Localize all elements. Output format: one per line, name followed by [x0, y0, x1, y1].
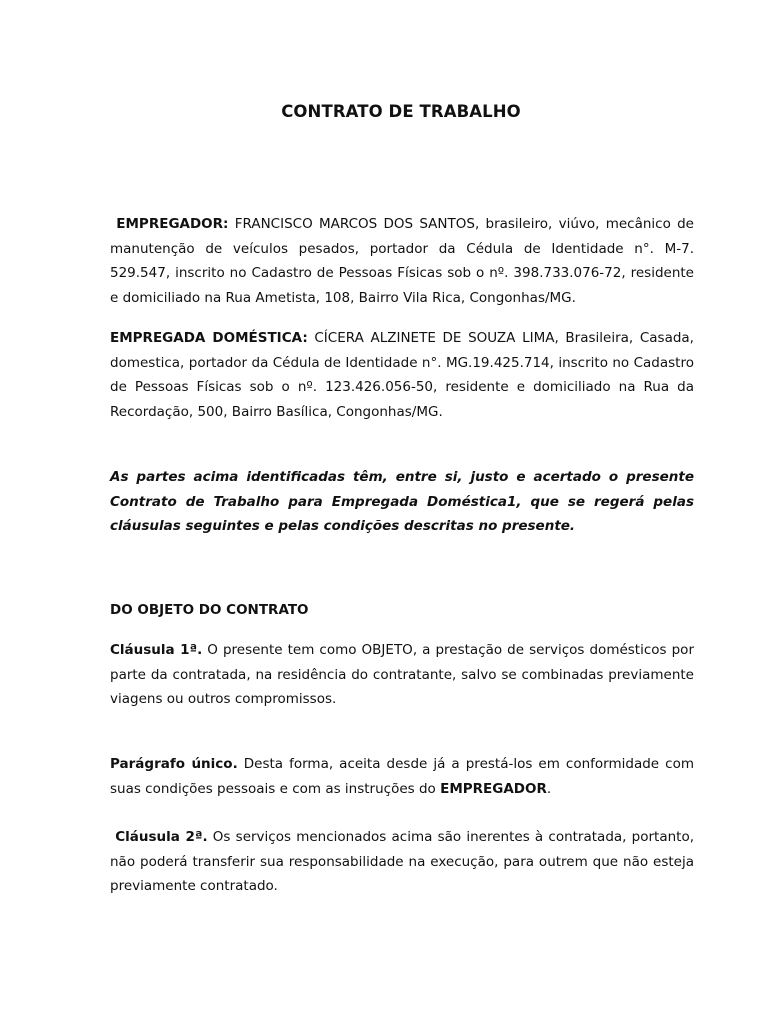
empregador-label: EMPREGADOR: [116, 216, 229, 232]
clausula-1-label: Cláusula 1ª. [110, 642, 203, 658]
empregada-text: CÍCERA ALZINETE DE SOUZA LIMA, Brasileira, Casada, domestica, portador da Cédula de Identidade n°. MG.19.425.714, inscrito no Cadastro de Pessoas Físicas sob o nº. 123.426.056-50, residente e domiciliado na Rua da Recordação, 500, Bairro Basílica, Congonhas/MG. [110, 330, 694, 420]
empregada-paragraph [110, 326, 694, 424]
empregada-label: EMPREGADA DOMÉSTICA: [110, 330, 308, 346]
paragrafo-unico-end: . [546, 780, 552, 797]
document-title: CONTRATO DE TRABALHO [281, 102, 521, 121]
paragrafo-unico-paragraph [110, 752, 694, 801]
paragrafo-unico-emphasis: EMPREGADOR [440, 780, 547, 797]
clausula-1-paragraph [110, 638, 694, 712]
empregador-paragraph [110, 212, 694, 310]
paragrafo-unico-label: Parágrafo único. [110, 756, 238, 772]
preamble-paragraph: As partes acima identificadas têm, entre si, justo e acertado o presente Contrato de Trabalho para Empregada Doméstica1, que se regerá pelas cláusulas seguintes e pelas condições descritas no presente. [110, 469, 694, 534]
clausula-2-label: Cláusula 2ª. [115, 829, 208, 845]
section-heading: DO OBJETO DO CONTRATO [110, 602, 309, 618]
empregador-text: FRANCISCO MARCOS DOS SANTOS, brasileiro, viúvo, mecânico de manutenção de veículos pesados, portador da Cédula de Identidade n°. M-7. 529.547, inscrito no Cadastro de Pessoas Físicas sob o nº. 398.733.076-72, residente e domiciliado na Rua Ametista, 108, Bairro Vila Rica, Congonhas/MG. [110, 216, 694, 306]
paragrafo-unico-text: Desta forma, aceita desde já a prestá-los em conformidade com suas condições pessoais e com as instruções do [110, 756, 694, 797]
clausula-1-text: O presente tem como OBJETO, a prestação de serviços domésticos por parte da contratada, na residência do contratante, salvo se combinadas previamente viagens ou outros compromissos. [110, 642, 694, 707]
clausula-2-text: Os serviços mencionados acima são inerentes à contratada, portanto, não poderá transferir sua responsabilidade na execução, para outrem que não esteja previamente contratado. [110, 829, 694, 894]
clausula-2-paragraph [110, 825, 694, 899]
